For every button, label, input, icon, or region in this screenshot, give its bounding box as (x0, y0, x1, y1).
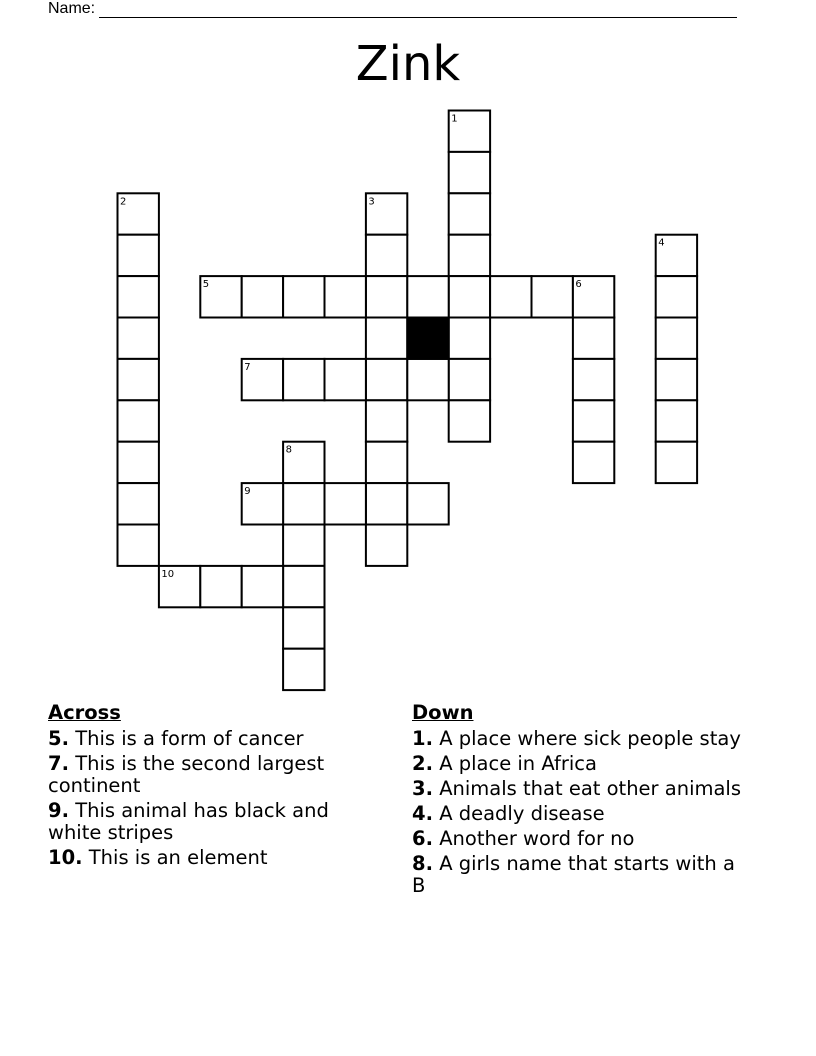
down-heading: Down (412, 701, 474, 724)
grid-cell[interactable] (366, 235, 407, 276)
across-clue (48, 800, 378, 844)
down-clue (412, 803, 752, 825)
grid-cell[interactable] (118, 442, 159, 483)
grid-cell[interactable] (366, 276, 407, 317)
grid-cell[interactable] (366, 442, 407, 483)
clue-text: This is a form of cancer (75, 727, 304, 750)
across-clue (48, 728, 378, 750)
blocked-cell (407, 318, 448, 359)
grid-cell[interactable] (449, 318, 490, 359)
grid-cell[interactable] (532, 276, 573, 317)
grid-cell[interactable] (118, 400, 159, 441)
grid-cell[interactable] (118, 276, 159, 317)
grid-cell[interactable] (656, 318, 697, 359)
grid-cell[interactable] (283, 525, 324, 566)
grid-cell[interactable] (283, 649, 324, 690)
grid-cell[interactable] (407, 276, 448, 317)
grid-cell[interactable] (573, 400, 614, 441)
clue-number-label: 4 (658, 237, 665, 249)
clue-text: This is the second largest continent (48, 752, 325, 797)
grid-cell[interactable] (366, 400, 407, 441)
clue-number-label: 7 (244, 361, 251, 373)
grid-cell[interactable] (656, 359, 697, 400)
grid-cell[interactable] (118, 525, 159, 566)
clue-number: 1. (412, 727, 433, 750)
across-clue (48, 753, 378, 797)
clue-text: This is an element (88, 846, 268, 869)
grid-cell[interactable] (366, 359, 407, 400)
grid-cell[interactable] (449, 152, 490, 193)
name-label: Name: (48, 0, 96, 17)
grid-cell[interactable] (407, 483, 448, 524)
clue-number: 4. (412, 802, 433, 825)
clue-number-label: 6 (575, 279, 582, 291)
grid-cell[interactable] (118, 235, 159, 276)
grid-cell[interactable] (656, 400, 697, 441)
grid-cell[interactable] (366, 525, 407, 566)
grid-cell[interactable] (325, 483, 366, 524)
grid-cell[interactable] (449, 235, 490, 276)
clue-number-label: 9 (244, 486, 251, 498)
clue-number-label: 2 (120, 196, 127, 208)
grid-cell[interactable] (449, 359, 490, 400)
clue-number-label: 3 (368, 196, 375, 208)
grid-cell[interactable] (283, 566, 324, 607)
grid-cell[interactable] (283, 276, 324, 317)
clue-number: 2. (412, 752, 433, 775)
grid-cell[interactable] (407, 359, 448, 400)
down-clue (412, 828, 752, 850)
grid-cell[interactable] (490, 276, 531, 317)
grid-cell[interactable] (325, 359, 366, 400)
clue-number: 7. (48, 752, 69, 775)
grid-cell[interactable] (118, 318, 159, 359)
puzzle-title: Zink (355, 36, 461, 92)
grid-cell[interactable] (573, 359, 614, 400)
clue-number: 3. (412, 777, 433, 800)
clue-number: 10. (48, 846, 83, 869)
down-clue (412, 728, 752, 750)
clue-number: 8. (412, 852, 433, 875)
clue-number-label: 1 (451, 113, 458, 125)
clue-text: Animals that eat other animals (439, 777, 742, 800)
across-heading: Across (48, 701, 121, 724)
clue-text: Another word for no (439, 827, 635, 850)
grid-cell[interactable] (325, 276, 366, 317)
grid-cell[interactable] (200, 566, 241, 607)
clue-number: 5. (48, 727, 69, 750)
grid-cell[interactable] (573, 318, 614, 359)
grid-cell[interactable] (366, 318, 407, 359)
grid-cell[interactable] (573, 442, 614, 483)
grid-cell[interactable] (242, 276, 283, 317)
across-clues (48, 702, 378, 872)
down-clues (412, 702, 752, 900)
clue-number-label: 8 (285, 444, 292, 456)
grid-cell[interactable] (283, 607, 324, 648)
clue-text: A deadly disease (439, 802, 605, 825)
grid-cell[interactable] (656, 276, 697, 317)
clue-number: 6. (412, 827, 433, 850)
grid-cell[interactable] (283, 359, 324, 400)
clue-text: A place in Africa (439, 752, 597, 775)
grid-cell[interactable] (449, 276, 490, 317)
grid-cell[interactable] (366, 483, 407, 524)
grid-cell[interactable] (449, 193, 490, 234)
grid-cell[interactable] (283, 483, 324, 524)
clue-text: This animal has black and white stripes (48, 799, 329, 844)
down-clue (412, 853, 752, 897)
clue-number-label: 10 (161, 568, 175, 580)
grid-cell[interactable] (656, 442, 697, 483)
across-clue (48, 847, 378, 869)
down-clue (412, 778, 752, 800)
grid-cell[interactable] (118, 483, 159, 524)
grid-cell[interactable] (118, 359, 159, 400)
clue-text: A girls name that starts with a B (412, 852, 735, 897)
clue-number: 9. (48, 799, 69, 822)
clue-text: A place where sick people stay (439, 727, 741, 750)
clue-number-label: 5 (202, 279, 210, 291)
grid-cell[interactable] (242, 566, 283, 607)
down-clue (412, 753, 752, 775)
grid-cell[interactable] (449, 400, 490, 441)
